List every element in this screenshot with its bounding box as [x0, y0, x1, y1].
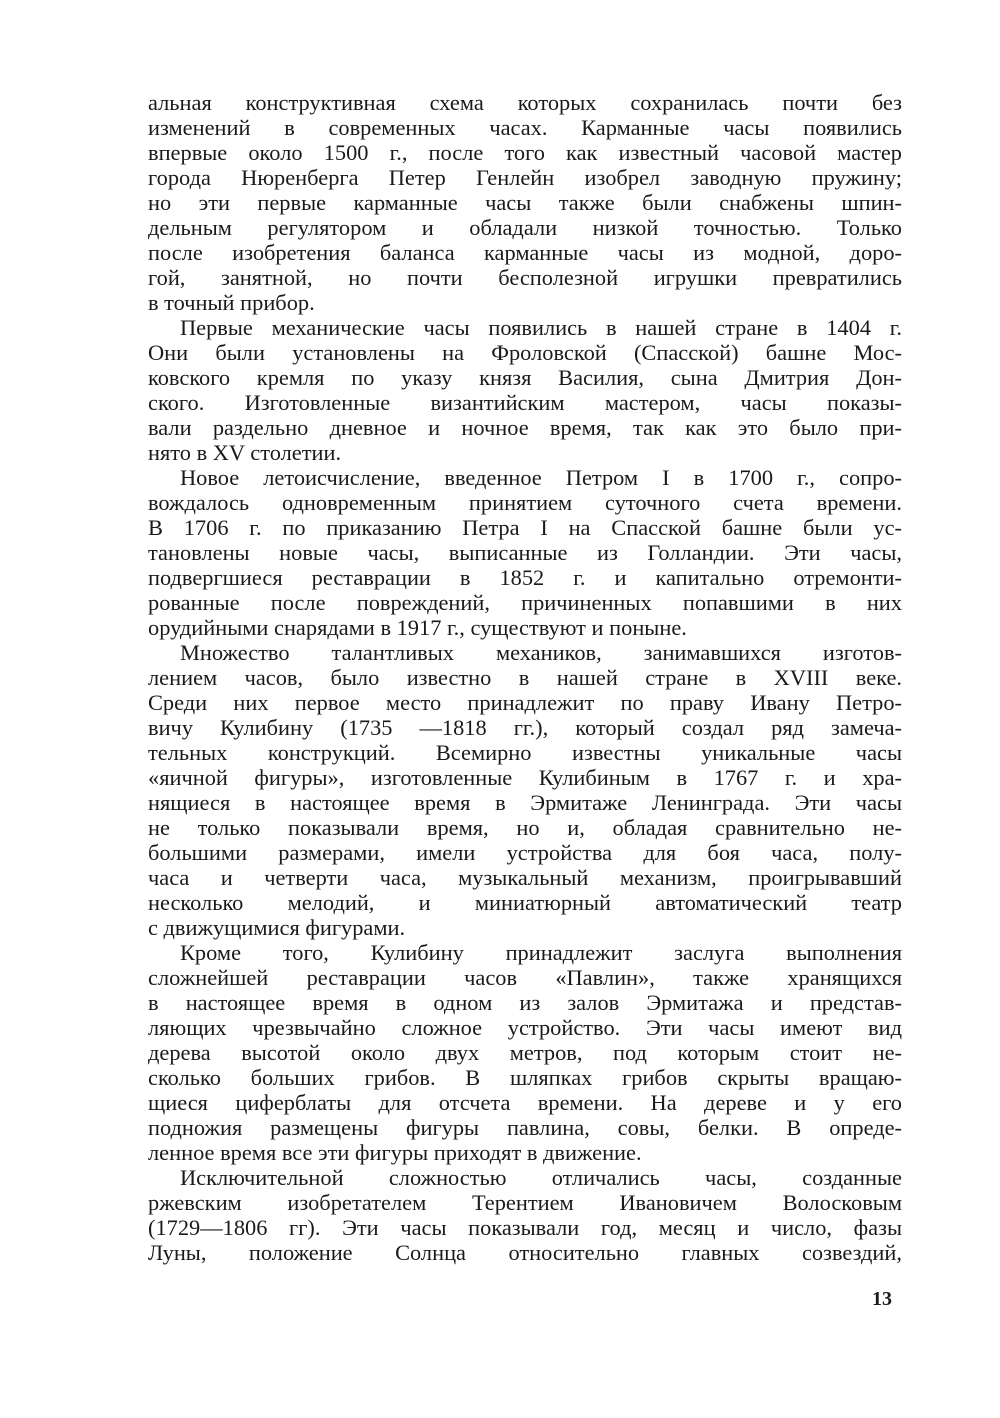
- text-line: Новое летоисчисление, введенное Петром I в 1700 г., сопро-: [180, 465, 902, 490]
- text-line: ленное время все эти фигуры приходят в движение.: [148, 1140, 642, 1165]
- text-line: подвергшиеся реставрации в 1852 г. и капитально отремонти-: [148, 565, 902, 590]
- text-line: Первые механические часы появились в нашей стране в 1404 г.: [180, 315, 902, 340]
- text-line: после изобретения баланса карманные часы из модной, доро-: [148, 240, 902, 265]
- page-number: 13: [872, 1288, 892, 1310]
- text-line: ляющих чрезвычайно сложное устройство. Эти часы имеют вид: [148, 1015, 902, 1040]
- text-line: гой, занятной, но почти бесполезной игрушки превратились: [148, 265, 902, 290]
- text-line: в точный прибор.: [148, 290, 315, 315]
- text-line: альная конструктивная схема которых сохранилась почти без: [148, 90, 902, 115]
- paragraph: [148, 90, 902, 315]
- text-line: В 1706 г. по приказанию Петра I на Спасской башне были ус-: [148, 515, 902, 540]
- text-line: вичу Кулибину (1735 —1818 гг.), который создал ряд замеча-: [148, 715, 902, 740]
- text-line: щиеся циферблаты для отсчета времени. На дереве и у его: [148, 1090, 902, 1115]
- paragraph: [148, 465, 902, 640]
- text-line: дельным регулятором и обладали низкой точностью. Только: [148, 215, 902, 240]
- text-line: дерева высотой около двух метров, под которым стоит не-: [148, 1040, 902, 1065]
- text-line: рованные после повреждений, причиненных попавшими в них: [148, 590, 902, 615]
- text-line: города Нюренберга Петер Генлейн изобрел заводную пружину;: [148, 165, 902, 190]
- text-line: ковского кремля по указу князя Василия, сына Дмитрия Дон-: [148, 365, 902, 390]
- text-line: тановлены новые часы, выписанные из Голландии. Эти часы,: [148, 540, 902, 565]
- text-line: Исключительной сложностью отличались часы, созданные: [180, 1165, 902, 1190]
- text-line: Они были установлены на Фроловской (Спасской) башне Мос-: [148, 340, 902, 365]
- text-line: большими размерами, имели устройства для боя часа, полу-: [148, 840, 902, 865]
- text-line: сложнейшей реставрации часов «Павлин», также хранящихся: [148, 965, 902, 990]
- paragraph: [148, 640, 902, 940]
- text-line: в настоящее время в одном из залов Эрмитажа и представ-: [148, 990, 902, 1015]
- text-line: орудийными снарядами в 1917 г., существуют и поныне.: [148, 615, 687, 640]
- paragraph: [148, 1165, 902, 1265]
- text-line: подножия размещены фигуры павлина, совы, белки. В опреде-: [148, 1115, 902, 1140]
- text-line: но эти первые карманные часы также были снабжены шпин-: [148, 190, 902, 215]
- text-line: ского. Изготовленные византийским мастером, часы показы-: [148, 390, 902, 415]
- text-line: не только показывали время, но и, обладая сравнительно не-: [148, 815, 902, 840]
- paragraph: [148, 315, 902, 465]
- text-line: Луны, положение Солнца относительно главных созвездий,: [148, 1240, 902, 1265]
- text-line: Множество талантливых механиков, занимавшихся изготов-: [180, 640, 902, 665]
- text-line: вали раздельно дневное и ночное время, так как это было при-: [148, 415, 902, 440]
- text-line: несколько мелодий, и миниатюрный автоматический театр: [148, 890, 902, 915]
- text-line: сколько больших грибов. В шляпках грибов скрыты вращаю-: [148, 1065, 902, 1090]
- text-line: «яичной фигуры», изготовленные Кулибиным в 1767 г. и хра-: [148, 765, 902, 790]
- text-line: нято в XV столетии.: [148, 440, 342, 465]
- text-line: изменений в современных часах. Карманные часы появились: [148, 115, 902, 140]
- text-line: (1729—1806 гг). Эти часы показывали год, месяц и число, фазы: [148, 1215, 902, 1240]
- text-line: с движущимися фигурами.: [148, 915, 406, 940]
- text-line: тельных конструкций. Всемирно известны уникальные часы: [148, 740, 902, 765]
- text-line: вождалось одновременным принятием суточного счета времени.: [148, 490, 902, 515]
- text-line: Среди них первое место принадлежит по праву Ивану Петро-: [148, 690, 902, 715]
- paragraph: [148, 940, 902, 1165]
- text-line: часа и четверти часа, музыкальный механизм, проигрывавший: [148, 865, 902, 890]
- text-line: впервые около 1500 г., после того как известный часовой мастер: [148, 140, 902, 165]
- body-text: [148, 90, 902, 1265]
- text-line: Кроме того, Кулибину принадлежит заслуга выполнения: [180, 940, 902, 965]
- text-line: лением часов, было известно в нашей стране в XVIII веке.: [148, 665, 902, 690]
- text-line: ржевским изобретателем Терентием Ивановичем Волосковым: [148, 1190, 902, 1215]
- text-line: нящиеся в настоящее время в Эрмитаже Ленинграда. Эти часы: [148, 790, 902, 815]
